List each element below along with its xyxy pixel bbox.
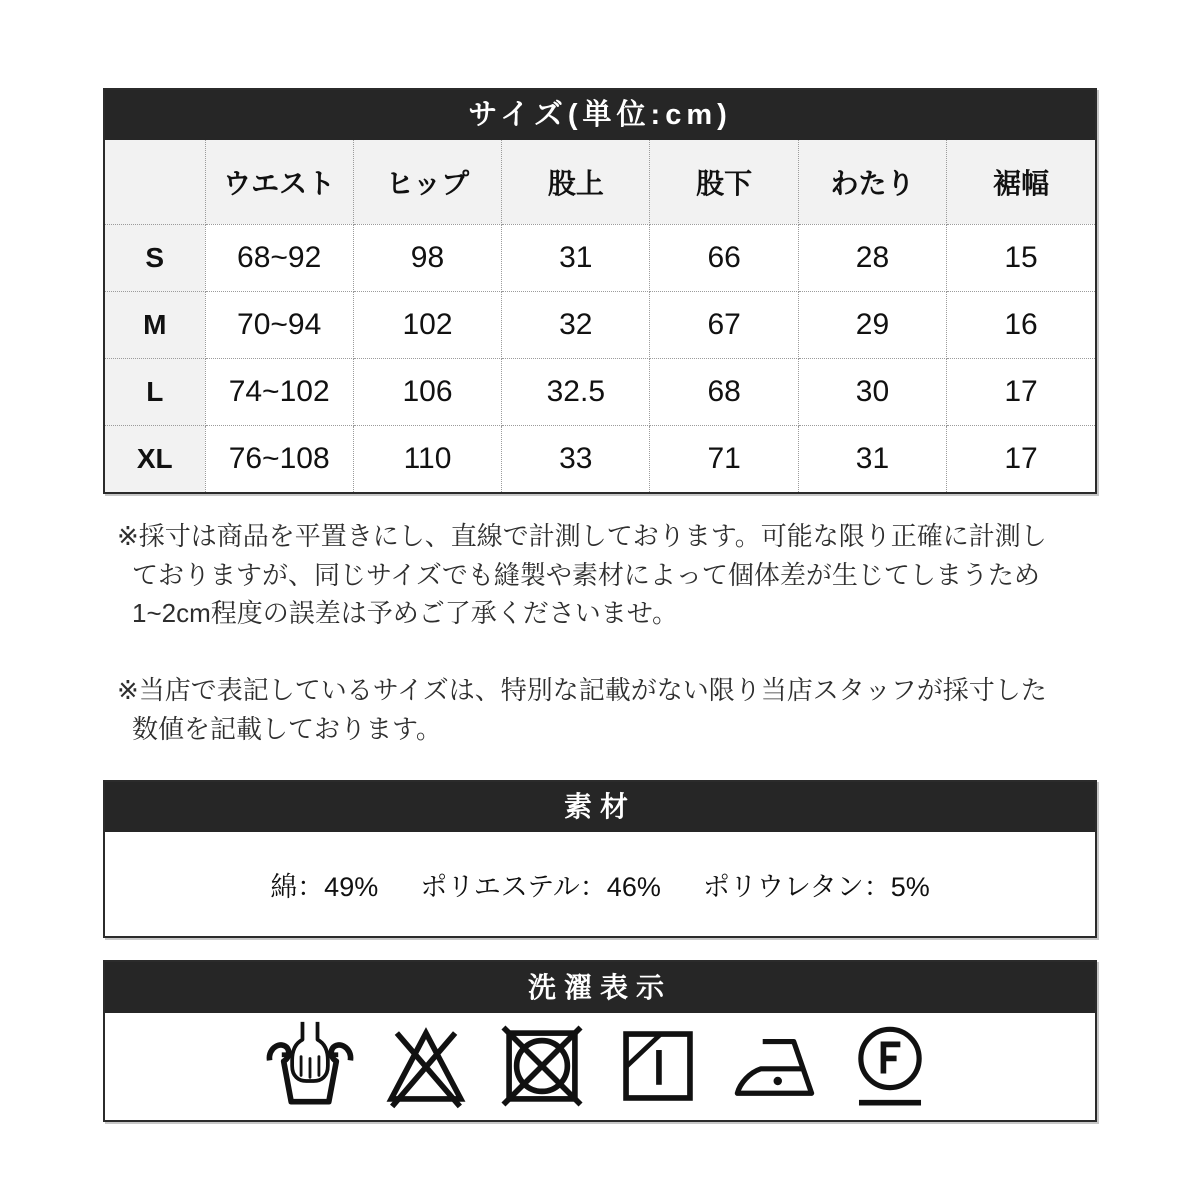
size-table-section xyxy=(103,88,1097,494)
column-header-rise: 股上 xyxy=(502,140,650,224)
column-header-hip: ヒップ xyxy=(353,140,501,224)
measurement-cell: 66 xyxy=(650,224,798,291)
material-composition xyxy=(105,832,1095,936)
measurement-cell: 70~94 xyxy=(205,291,353,358)
size-table-header-row xyxy=(105,140,1095,224)
measurement-cell: 17 xyxy=(947,358,1095,425)
measurement-cell: 31 xyxy=(502,224,650,291)
column-header-thigh: わたり xyxy=(798,140,946,224)
measurement-cell: 67 xyxy=(650,291,798,358)
measurement-cell: 74~102 xyxy=(205,358,353,425)
column-header-waist: ウエスト xyxy=(205,140,353,224)
measurement-cell: 71 xyxy=(650,425,798,492)
size-row-m xyxy=(105,291,1095,358)
size-table-title: サイズ(単位:cm) xyxy=(105,90,1095,140)
care-title: 洗濯表示 xyxy=(105,962,1095,1013)
measurement-cell: 32.5 xyxy=(502,358,650,425)
note-line: ※採寸は商品を平置きにし、直線で計測しております。可能な限り正確に計測し xyxy=(117,521,1047,551)
size-row-l xyxy=(105,358,1095,425)
measurement-cell: 68 xyxy=(650,358,798,425)
measurement-cell: 32 xyxy=(502,291,650,358)
note-line: ておりますが、同じサイズでも縫製や素材によって個体差が生じてしまうため xyxy=(132,559,1040,590)
measurement-note xyxy=(117,517,1097,633)
hand-wash-icon xyxy=(263,1019,357,1113)
measurement-cell: 98 xyxy=(353,224,501,291)
size-row-xl xyxy=(105,425,1095,492)
size-label: S xyxy=(105,224,205,291)
material-item-cotton: 綿：49% xyxy=(270,871,379,902)
size-row-s xyxy=(105,224,1095,291)
note-line: ※当店で表記しているサイズは、特別な記載がない限り当店スタッフが採寸した xyxy=(117,675,1047,705)
measurement-cell: 31 xyxy=(798,425,946,492)
size-label: M xyxy=(105,291,205,358)
column-header-hem: 裾幅 xyxy=(947,140,1095,224)
line-dry-in-shade-icon xyxy=(611,1019,705,1113)
measurement-cell: 16 xyxy=(947,291,1095,358)
do-not-bleach-icon xyxy=(379,1019,473,1113)
staff-measurement-note xyxy=(117,671,1097,748)
measurement-cell: 30 xyxy=(798,358,946,425)
do-not-tumble-dry-icon xyxy=(495,1019,589,1113)
measurement-cell: 110 xyxy=(353,425,501,492)
measurement-cell: 28 xyxy=(798,224,946,291)
dry-clean-petroleum-gentle-icon xyxy=(843,1019,937,1113)
measurement-cell: 102 xyxy=(353,291,501,358)
measurement-cell: 33 xyxy=(502,425,650,492)
corner-cell xyxy=(105,140,205,224)
column-header-inseam: 股下 xyxy=(650,140,798,224)
care-label-section xyxy=(103,960,1097,1122)
material-section xyxy=(103,780,1097,938)
measurement-cell: 68~92 xyxy=(205,224,353,291)
measurement-cell: 29 xyxy=(798,291,946,358)
size-label: L xyxy=(105,358,205,425)
material-item-polyurethane: ポリウレタン：5% xyxy=(702,871,930,902)
size-table xyxy=(105,140,1095,492)
size-label: XL xyxy=(105,425,205,492)
measurement-cell: 106 xyxy=(353,358,501,425)
care-symbols-row xyxy=(105,1013,1095,1118)
note-line: 1~2cm程度の誤差は予めご了承くださいませ。 xyxy=(132,598,678,628)
measurement-cell: 76~108 xyxy=(205,425,353,492)
note-line: 数値を記載しております。 xyxy=(132,713,442,744)
measurement-cell: 17 xyxy=(947,425,1095,492)
measurement-cell: 15 xyxy=(947,224,1095,291)
material-title: 素材 xyxy=(105,782,1095,832)
material-item-polyester: ポリエステル：46% xyxy=(420,871,661,902)
iron-low-heat-icon xyxy=(727,1019,821,1113)
